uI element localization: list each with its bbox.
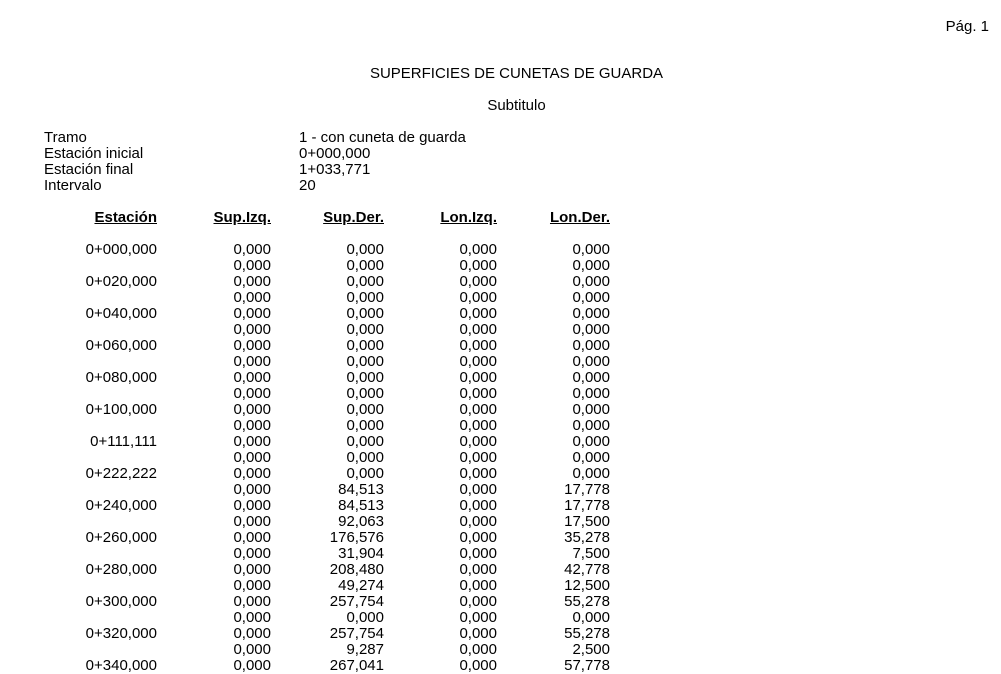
value-cell-lon-izq: 0,000 xyxy=(459,433,497,450)
value-cell-sup-izq: 0,000 xyxy=(233,257,271,274)
value-cell-sup-izq: 0,000 xyxy=(233,657,271,674)
value-cell-sup-izq: 0,000 xyxy=(233,465,271,482)
value-cell-sup-der: 0,000 xyxy=(346,609,384,626)
value-cell-lon-izq: 0,000 xyxy=(459,401,497,418)
value-cell-sup-der: 84,513 xyxy=(338,481,384,498)
value-cell-lon-der: 0,000 xyxy=(572,289,610,306)
info-value-tramo: 1 - con cuneta de guarda xyxy=(299,129,466,146)
value-cell-lon-izq: 0,000 xyxy=(459,353,497,370)
value-cell-lon-der: 0,000 xyxy=(572,449,610,466)
value-cell-lon-izq: 0,000 xyxy=(459,625,497,642)
value-cell-lon-der: 17,500 xyxy=(564,513,610,530)
value-cell-sup-izq: 0,000 xyxy=(233,401,271,418)
value-cell-lon-izq: 0,000 xyxy=(459,545,497,562)
value-cell-sup-izq: 0,000 xyxy=(233,289,271,306)
value-cell-sup-der: 0,000 xyxy=(346,337,384,354)
station-cell: 0+111,111 xyxy=(90,433,157,450)
value-cell-lon-der: 42,778 xyxy=(564,561,610,578)
value-cell-sup-der: 0,000 xyxy=(346,417,384,434)
value-cell-lon-der: 0,000 xyxy=(572,321,610,338)
value-cell-lon-izq: 0,000 xyxy=(459,513,497,530)
value-cell-lon-der: 17,778 xyxy=(564,497,610,514)
value-cell-sup-der: 257,754 xyxy=(329,625,384,642)
value-cell-sup-der: 31,904 xyxy=(338,545,384,562)
value-cell-lon-izq: 0,000 xyxy=(459,417,497,434)
station-cell: 0+260,000 xyxy=(85,529,157,546)
value-cell-sup-izq: 0,000 xyxy=(233,385,271,402)
value-cell-sup-der: 0,000 xyxy=(346,257,384,274)
value-cell-lon-der: 55,278 xyxy=(564,593,610,610)
value-cell-sup-der: 176,576 xyxy=(329,529,384,546)
value-cell-sup-izq: 0,000 xyxy=(233,449,271,466)
value-cell-sup-izq: 0,000 xyxy=(233,337,271,354)
value-cell-lon-izq: 0,000 xyxy=(459,241,497,258)
station-cell: 0+340,000 xyxy=(85,657,157,674)
value-cell-lon-der: 0,000 xyxy=(572,273,610,290)
value-cell-sup-izq: 0,000 xyxy=(233,529,271,546)
value-cell-lon-izq: 0,000 xyxy=(459,449,497,466)
value-cell-lon-izq: 0,000 xyxy=(459,561,497,578)
value-cell-lon-der: 7,500 xyxy=(572,545,610,562)
value-cell-lon-izq: 0,000 xyxy=(459,593,497,610)
value-cell-lon-izq: 0,000 xyxy=(459,465,497,482)
column-header-sup-der: Sup.Der. xyxy=(323,209,384,226)
value-cell-lon-izq: 0,000 xyxy=(459,305,497,322)
report-subtitle: Subtitulo xyxy=(487,97,546,114)
value-cell-sup-izq: 0,000 xyxy=(233,545,271,562)
column-header-estacion: Estación xyxy=(94,209,157,226)
value-cell-lon-izq: 0,000 xyxy=(459,641,497,658)
value-cell-lon-der: 55,278 xyxy=(564,625,610,642)
value-cell-lon-izq: 0,000 xyxy=(459,369,497,386)
value-cell-sup-izq: 0,000 xyxy=(233,433,271,450)
value-cell-lon-der: 0,000 xyxy=(572,353,610,370)
value-cell-sup-izq: 0,000 xyxy=(233,609,271,626)
value-cell-sup-izq: 0,000 xyxy=(233,273,271,290)
value-cell-sup-der: 257,754 xyxy=(329,593,384,610)
station-cell: 0+222,222 xyxy=(85,465,157,482)
value-cell-lon-der: 0,000 xyxy=(572,305,610,322)
value-cell-sup-izq: 0,000 xyxy=(233,577,271,594)
value-cell-sup-der: 0,000 xyxy=(346,369,384,386)
column-header-sup-izq: Sup.Izq. xyxy=(213,209,271,226)
station-cell: 0+320,000 xyxy=(85,625,157,642)
value-cell-sup-izq: 0,000 xyxy=(233,593,271,610)
value-cell-lon-der: 0,000 xyxy=(572,609,610,626)
value-cell-lon-izq: 0,000 xyxy=(459,289,497,306)
value-cell-lon-der: 0,000 xyxy=(572,369,610,386)
info-label-intervalo: Intervalo xyxy=(44,177,102,194)
value-cell-sup-izq: 0,000 xyxy=(233,305,271,322)
column-header-lon-der: Lon.Der. xyxy=(549,209,610,226)
value-cell-sup-der: 0,000 xyxy=(346,289,384,306)
value-cell-lon-der: 0,000 xyxy=(572,337,610,354)
value-cell-sup-der: 0,000 xyxy=(346,385,384,402)
value-cell-sup-der: 0,000 xyxy=(346,321,384,338)
value-cell-lon-der: 0,000 xyxy=(572,385,610,402)
value-cell-sup-izq: 0,000 xyxy=(233,321,271,338)
value-cell-lon-der: 0,000 xyxy=(572,241,610,258)
info-value-estacion-inicial: 0+000,000 xyxy=(299,145,371,162)
station-cell: 0+300,000 xyxy=(85,593,157,610)
station-cell: 0+020,000 xyxy=(85,273,157,290)
value-cell-lon-izq: 0,000 xyxy=(459,577,497,594)
value-cell-sup-der: 267,041 xyxy=(329,657,384,674)
value-cell-sup-der: 0,000 xyxy=(346,401,384,418)
value-cell-sup-izq: 0,000 xyxy=(233,417,271,434)
value-cell-sup-izq: 0,000 xyxy=(233,369,271,386)
value-cell-sup-der: 0,000 xyxy=(346,305,384,322)
value-cell-sup-der: 0,000 xyxy=(346,353,384,370)
value-cell-sup-der: 0,000 xyxy=(346,433,384,450)
value-cell-sup-der: 84,513 xyxy=(338,497,384,514)
value-cell-sup-der: 49,274 xyxy=(338,577,384,594)
value-cell-sup-der: 208,480 xyxy=(329,561,384,578)
info-label-tramo: Tramo xyxy=(44,129,87,146)
value-cell-sup-izq: 0,000 xyxy=(233,641,271,658)
value-cell-sup-izq: 0,000 xyxy=(233,353,271,370)
value-cell-lon-izq: 0,000 xyxy=(459,321,497,338)
value-cell-lon-izq: 0,000 xyxy=(459,273,497,290)
station-cell: 0+060,000 xyxy=(85,337,157,354)
station-cell: 0+240,000 xyxy=(85,497,157,514)
value-cell-sup-izq: 0,000 xyxy=(233,561,271,578)
value-cell-lon-izq: 0,000 xyxy=(459,529,497,546)
page-number: Pág. 1 xyxy=(945,18,989,35)
report-title: SUPERFICIES DE CUNETAS DE GUARDA xyxy=(369,65,664,82)
info-label-estacion-inicial: Estación inicial xyxy=(44,145,144,162)
value-cell-sup-izq: 0,000 xyxy=(233,625,271,642)
value-cell-lon-izq: 0,000 xyxy=(459,657,497,674)
value-cell-lon-izq: 0,000 xyxy=(459,257,497,274)
info-value-intervalo: 20 xyxy=(299,177,316,194)
column-header-lon-izq: Lon.Izq. xyxy=(440,209,497,226)
info-label-estacion-final: Estación final xyxy=(44,161,134,178)
station-cell: 0+000,000 xyxy=(85,241,157,258)
value-cell-sup-der: 0,000 xyxy=(346,273,384,290)
value-cell-lon-der: 0,000 xyxy=(572,401,610,418)
value-cell-lon-der: 2,500 xyxy=(572,641,610,658)
value-cell-sup-izq: 0,000 xyxy=(233,497,271,514)
value-cell-lon-izq: 0,000 xyxy=(459,609,497,626)
value-cell-sup-izq: 0,000 xyxy=(233,241,271,258)
value-cell-lon-der: 0,000 xyxy=(572,257,610,274)
station-cell: 0+280,000 xyxy=(85,561,157,578)
value-cell-lon-der: 0,000 xyxy=(572,433,610,450)
value-cell-sup-der: 0,000 xyxy=(346,449,384,466)
station-cell: 0+040,000 xyxy=(85,305,157,322)
value-cell-sup-der: 92,063 xyxy=(338,513,384,530)
value-cell-lon-der: 35,278 xyxy=(564,529,610,546)
value-cell-lon-izq: 0,000 xyxy=(459,497,497,514)
value-cell-lon-der: 0,000 xyxy=(572,417,610,434)
value-cell-sup-izq: 0,000 xyxy=(233,481,271,498)
value-cell-lon-der: 57,778 xyxy=(564,657,610,674)
value-cell-sup-der: 9,287 xyxy=(346,641,384,658)
station-cell: 0+100,000 xyxy=(85,401,157,418)
value-cell-lon-der: 12,500 xyxy=(564,577,610,594)
value-cell-lon-izq: 0,000 xyxy=(459,385,497,402)
value-cell-lon-izq: 0,000 xyxy=(459,337,497,354)
value-cell-sup-izq: 0,000 xyxy=(233,513,271,530)
station-cell: 0+080,000 xyxy=(85,369,157,386)
value-cell-sup-der: 0,000 xyxy=(346,241,384,258)
value-cell-lon-der: 17,778 xyxy=(564,481,610,498)
value-cell-lon-izq: 0,000 xyxy=(459,481,497,498)
value-cell-sup-der: 0,000 xyxy=(346,465,384,482)
value-cell-lon-der: 0,000 xyxy=(572,465,610,482)
info-value-estacion-final: 1+033,771 xyxy=(299,161,371,178)
